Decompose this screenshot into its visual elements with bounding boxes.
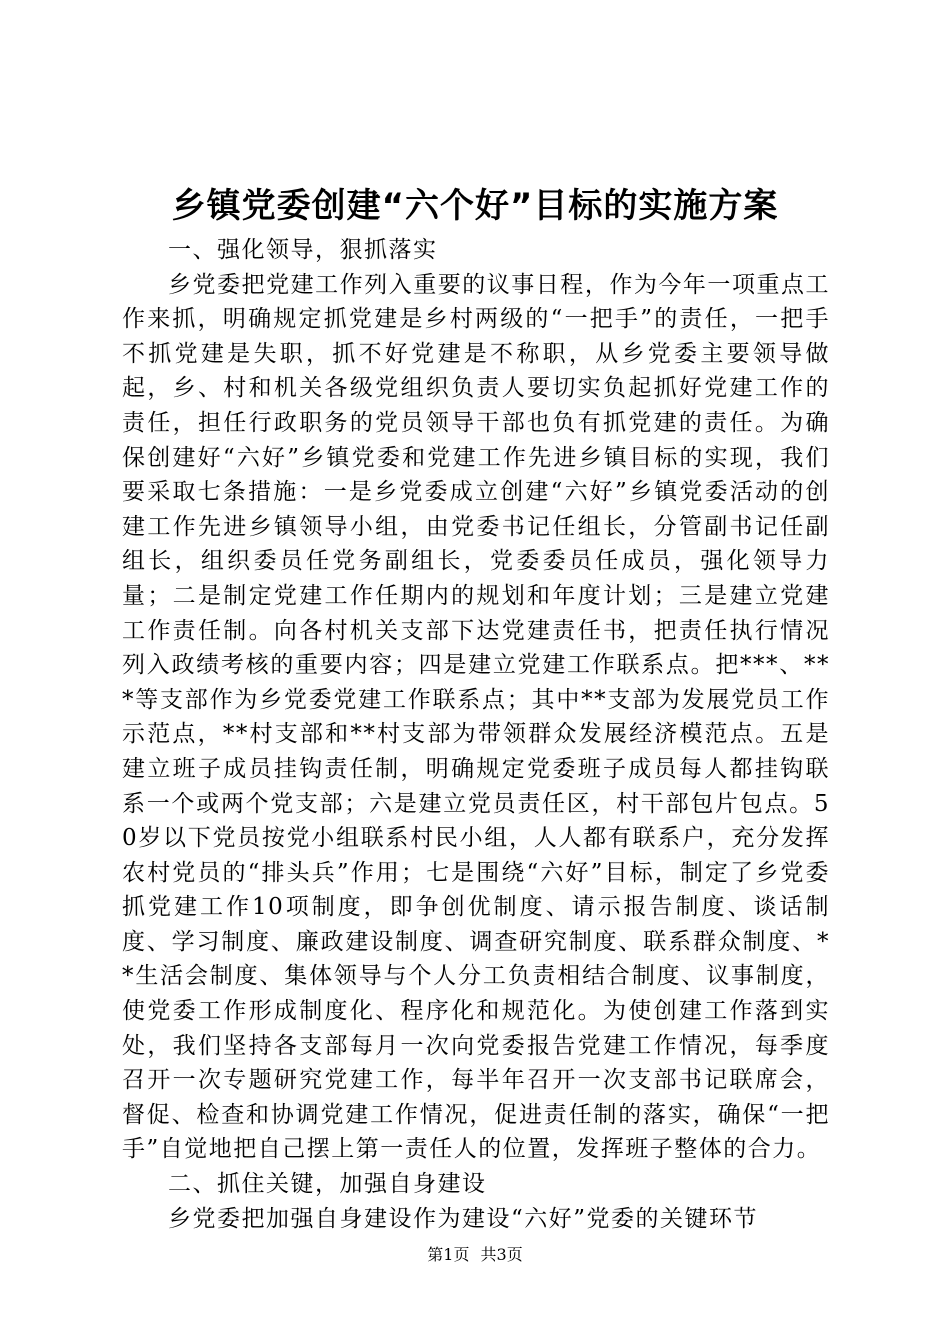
document-title: 乡镇党委创建“六个好”目标的实施方案: [171, 186, 779, 226]
paragraph-1: 乡党委把党建工作列入重要的议事日程，作为今年一项重点工作来抓，明确规定抓党建是乡村两级的“一把手”的责任，一把手不抓党建是失职，抓不好党建是不称职，从乡党委主要领导做起，乡、村和机关各级党组织负责人要切实负起抓好党建工作的责任，担任行政职务的党员领导干部也负有抓党建的责任。为确保创建好“六好”乡镇党委和党建工作先进乡镇目标的实现，我们要采取七条措施：一是乡党委成立创建“六好”乡镇党委活动的创建工作先进乡镇领导小组，由党委书记任组长，分管副书记任副组长，组织委员任党务副组长，党委委员任成员，强化领导力量；二是制定党建工作任期内的规划和年度计划；三是建立党建工作责任制。向各村机关支部下达党建责任书，把责任执行情况列入政绩考核的重要内容；四是建立党建工作联系点。把***、***等支部作为乡党委党建工作联系点；其中**支部为发展党员工作示范点，**村支部和**村支部为带领群众发展经济模范点。五是建立班子成员挂钩责任制，明确规定党委班子成员每人都挂钩联系一个或两个党支部；六是建立党员责任区，村干部包片包点。50岁以下党员按党小组联系村民小组，人人都有联系户，充分发挥农村党员的“排头兵”作用；七是围绕“六好”目标，制定了乡党委抓党建工作10项制度，即争创优制度、请示报告制度、谈话制度、学习制度、廉政建设制度、调查研究制度、联系群众制度、**生活会制度、集体领导与个人分工负责相结合制度、议事制度，使党委工作形成制度化、程序化和规范化。为使创建工作落到实处，我们坚持各支部每月一次向党委报告党建工作情况，每季度召开一次专题研究党建工作，每半年召开一次支部书记联席会，督促、检查和协调党建工作情况，促进责任制的落实，确保“一把手”自觉地把自己摆上第一责任人的位置，发挥班子整体的合力。: [122, 271, 830, 1163]
paragraph-2: 乡党委把加强自身建设作为建设“六好”党委的关键环节: [168, 1205, 759, 1232]
section-heading-2: 二、抓住关键，加强自身建设: [168, 1171, 487, 1198]
document-body: [122, 233, 830, 1236]
page-number: 第1页: [427, 1245, 470, 1264]
section-heading-1: 一、强化领导，狠抓落实: [168, 237, 438, 263]
page-footer: [0, 1243, 950, 1267]
page-total: 共3页: [480, 1245, 523, 1264]
